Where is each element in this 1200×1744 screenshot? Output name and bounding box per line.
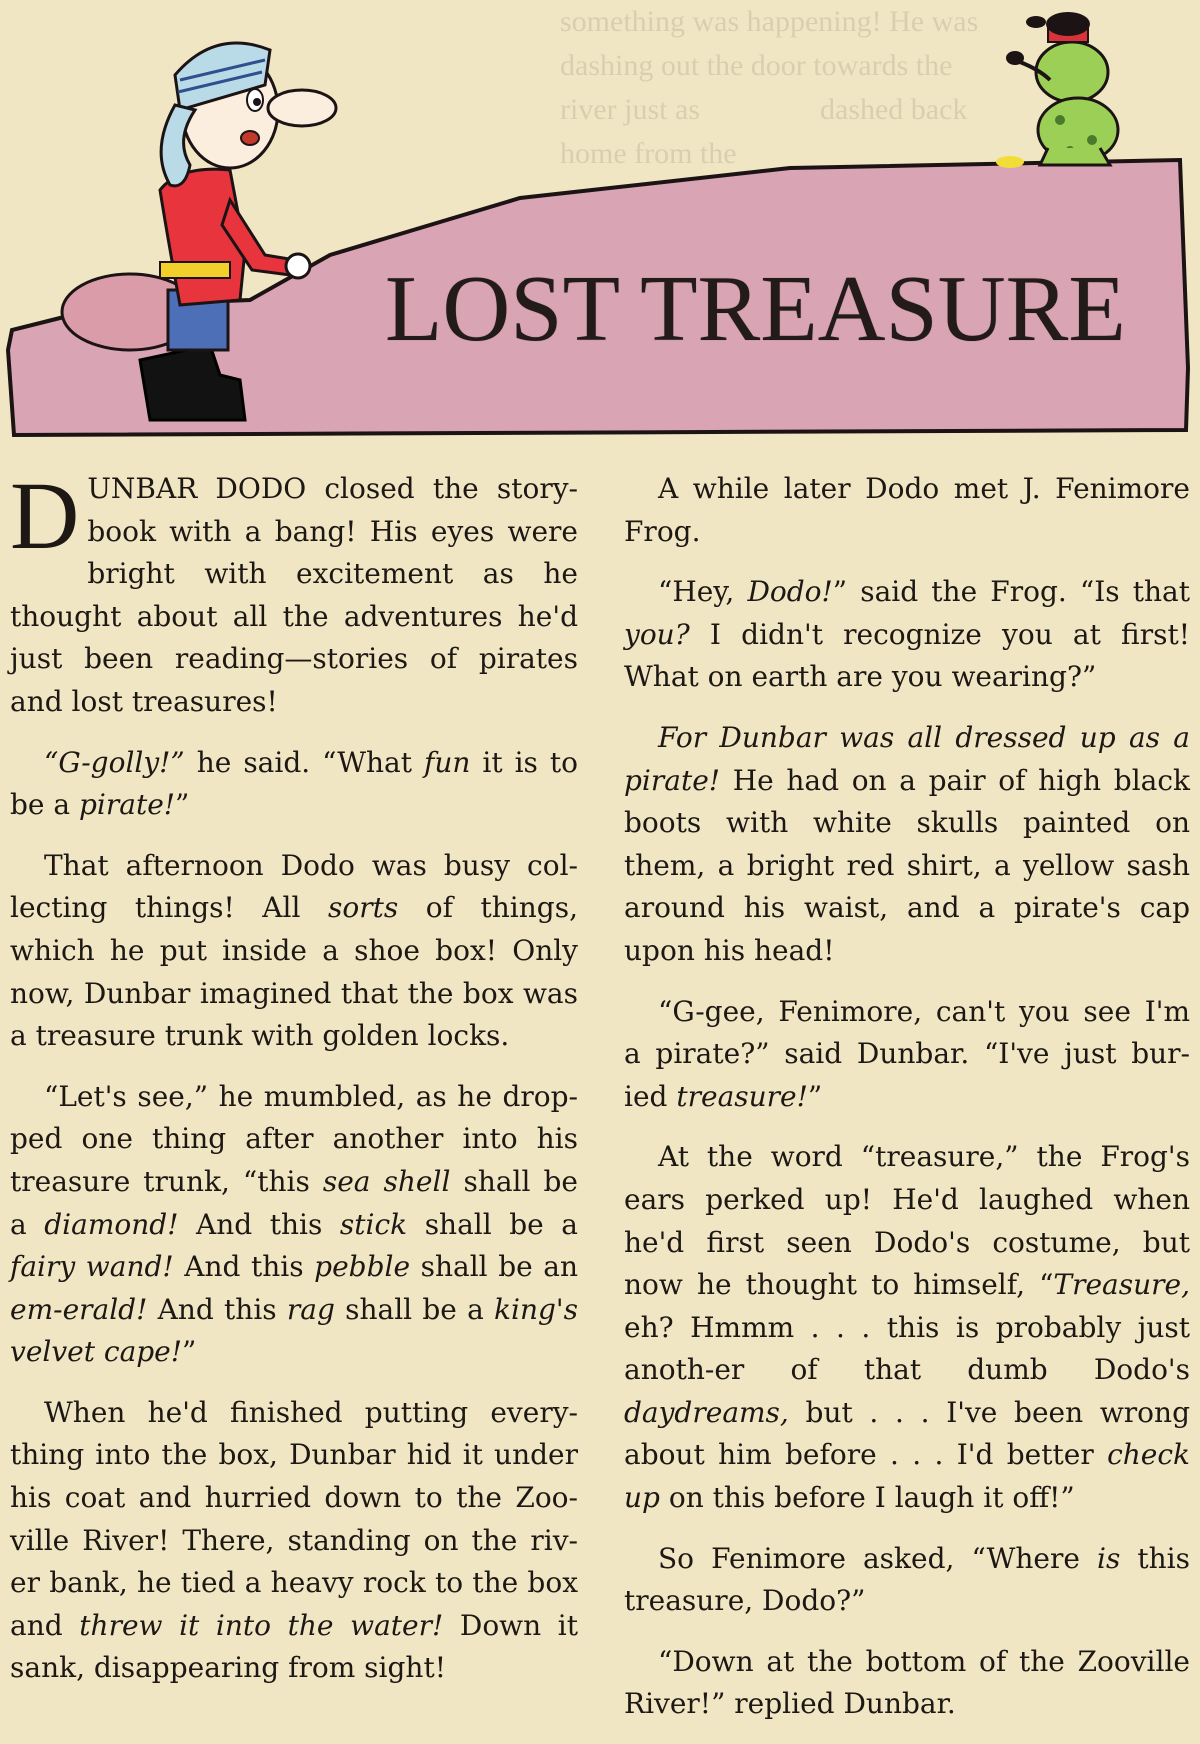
story-paragraph: “G-gee, Fenimore, can't you see I'm a pirate?” said Dunbar. “I've just bur-ied treasure!” bbox=[624, 994, 1190, 1113]
story-paragraph: “Let's see,” he mumbled, as he drop-ped one thing after another into his treasure trunk, “this sea shell shall be a diamond! And this stick shall be a fairy wand! And this pebble shall be an em-erald! And this rag shall be a king's velvet cape!” bbox=[10, 1079, 578, 1369]
story-paragraph: For Dunbar was all dressed up as a pirate! He had on a pair of high black boots with white skulls painted on them, a bright red shirt, a yellow sash around his waist, and a pirate's cap upon his head! bbox=[624, 720, 1190, 967]
story-column-left bbox=[10, 462, 579, 1708]
story-paragraph: “G-golly!” he said. “What fun it is to be a pirate!” bbox=[10, 745, 579, 822]
bleed-through-texture: something was happening! He was dashing out the door towards the river just as dashed back home from the bbox=[560, 5, 979, 170]
page-title: LOST TREASURE bbox=[385, 257, 1126, 361]
story-paragraph: So Fenimore asked, “Where is this treasure, Dodo?” bbox=[624, 1541, 1190, 1618]
frog-character-icon bbox=[996, 12, 1118, 168]
story-paragraph: “Down at the bottom of the Zooville River!” replied Dunbar. bbox=[624, 1644, 1190, 1721]
story-paragraph: A while later Dodo met J. Fenimore Frog. bbox=[624, 472, 1190, 548]
story-paragraph: That afternoon Dodo was busy col-lecting things! All sorts of things, which he put inside a shoe box! Only now, Dunbar imagined that the box was a treasure trunk with golden locks. bbox=[10, 848, 578, 1053]
story-paragraph: When he'd finished putting every-thing into the box, Dunbar hid it under his coat and hurried down to the Zoo-ville River! There, standing on the riv-er bank, he tied a heavy rock to the box and threw it into the water! Down it sank, disappearing from sight! bbox=[10, 1395, 578, 1685]
title-banner bbox=[0, 0, 1200, 470]
story-paragraph: At the word “treasure,” the Frog's ears perked up! He'd laughed when he'd first seen Dodo's costume, but now he thought to himself, “Treasure, eh? Hmmm . . . this is probably just anoth-er of that dumb Dodo's daydreams, but . . . I've been wrong about him before . . . I'd better check up on this before I laugh it off!” bbox=[624, 1140, 1190, 1515]
story-paragraph: “Hey, Dodo!” said the Frog. “Is that you? I didn't recognize you at first! What on earth are you wearing?” bbox=[624, 575, 1190, 694]
story-column-right bbox=[624, 468, 1190, 1744]
story-paragraph: DUNBAR DODO closed the story-book with a bang! His eyes were bright with excitement as he thought about all the adventures he'd just been reading—stories of pirates and lost treasures! bbox=[10, 462, 578, 718]
drop-cap: D bbox=[10, 462, 80, 569]
banner-illustration bbox=[0, 0, 1200, 470]
